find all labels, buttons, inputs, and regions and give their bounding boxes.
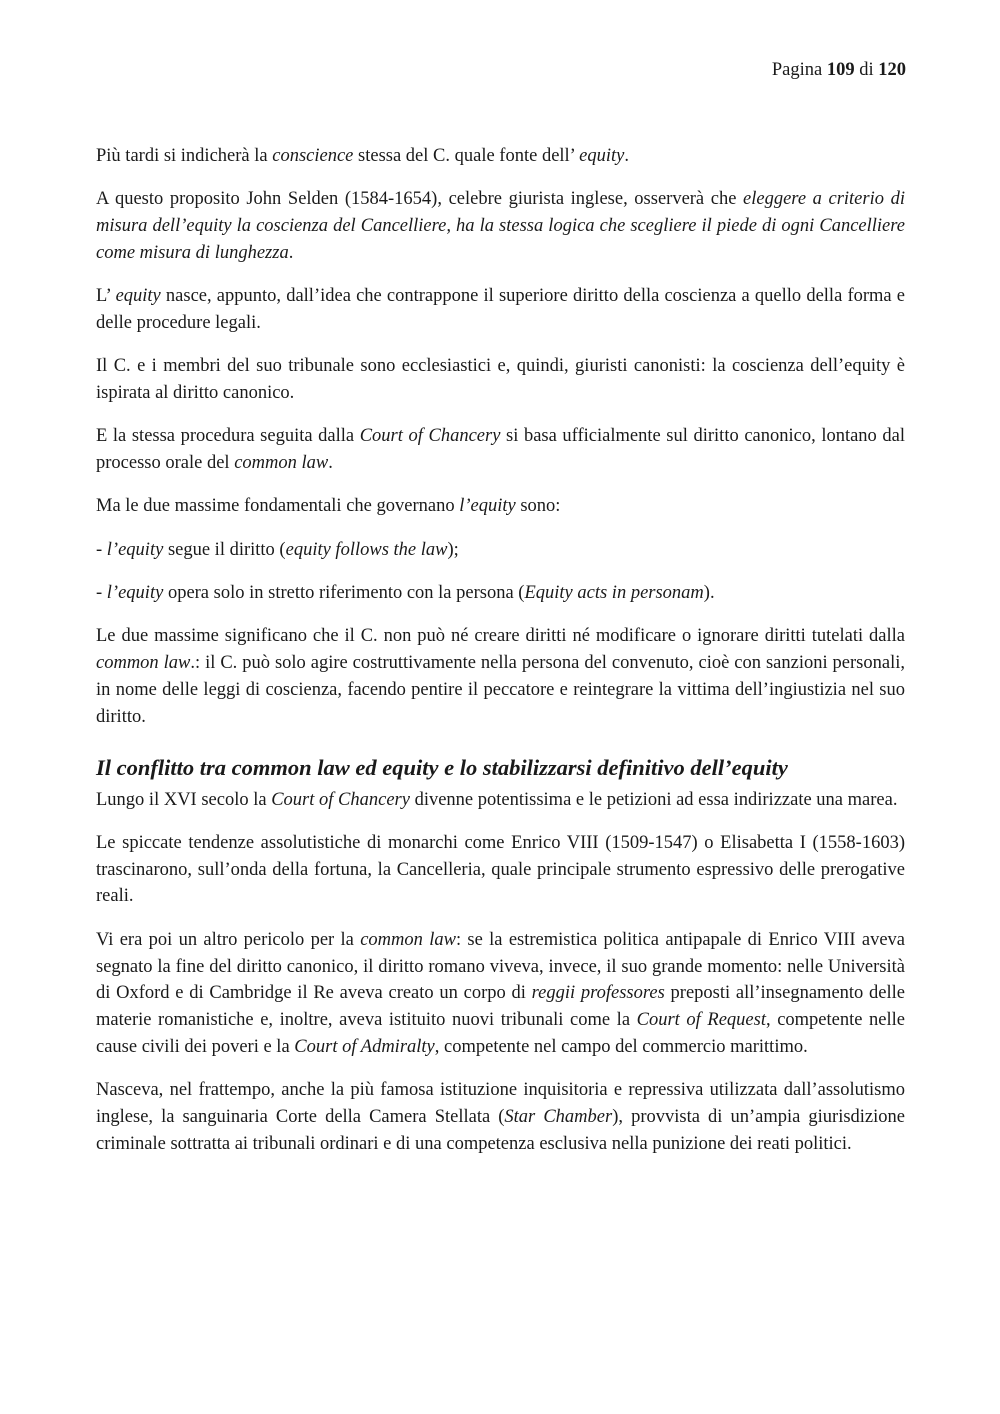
document-body — [96, 143, 905, 1174]
italic-text: Star Chamber — [504, 1107, 613, 1128]
italic-text: Court of Chancery — [271, 789, 410, 810]
italic-text: common law — [360, 929, 456, 950]
text-run: Le due massime significano che il C. non può né creare diritti né modificare o ignorare diritti tutelati dalla — [96, 626, 905, 647]
text-run: : se la estremistica politica antipapale di Enrico VIII aveva segnato la fine del diritto canonico, il diritto romano viveva, invece, il suo grande momento: nelle Università di Oxford e di Cambridge il Re aveva creato un corpo di — [96, 929, 905, 1004]
italic-text: l’equity — [106, 583, 164, 604]
text-run: - — [96, 539, 107, 560]
page-header — [772, 60, 906, 81]
text-run: segue il diritto ( — [163, 539, 286, 560]
paragraph — [96, 423, 905, 477]
paragraph — [96, 787, 905, 814]
italic-text: Equity acts in personam — [524, 583, 704, 604]
paragraph — [96, 580, 905, 607]
text-run: preposti all’insegnamento delle materie romanistiche e, inoltre, aveva istituito nuovi tribunali come la — [96, 983, 905, 1031]
text-run: Lungo il XVI secolo la — [96, 789, 272, 810]
paragraph — [96, 830, 905, 910]
paragraph — [96, 537, 905, 564]
intro-paragraphs — [96, 143, 905, 731]
italic-text: Court of Admiralty — [294, 1036, 435, 1057]
text-run: opera solo in stretto riferimento con la persona ( — [163, 583, 525, 604]
text-run: sono: — [515, 496, 561, 517]
section-paragraphs — [96, 787, 905, 1158]
paragraph — [96, 283, 905, 337]
page-total: 120 — [878, 60, 906, 80]
italic-text: conscience — [272, 146, 354, 166]
italic-text: eleggere a criterio di misura dell’equity la coscienza del Cancelliere, ha la stessa logica che scegliere il piede di ogni Cancelliere come misura di lunghezza — [96, 189, 905, 263]
italic-text: common law — [96, 653, 191, 674]
text-run: stessa del C. quale fonte dell’ — [353, 146, 580, 166]
italic-text: l’equity — [459, 496, 516, 517]
page-label: Pagina — [771, 60, 827, 80]
text-run: divenne potentissima e le petizioni ad essa indirizzate una marea. — [409, 789, 898, 810]
italic-text: l’equity — [106, 539, 164, 560]
text-run: ); — [447, 539, 459, 560]
text-run: ). — [703, 583, 715, 604]
text-run: L’ — [96, 286, 116, 307]
text-run: Ma le due massime fondamentali che governano — [96, 496, 460, 517]
paragraph — [96, 353, 905, 407]
text-run: nasce, appunto, dall’idea che contrappone il superiore diritto della coscienza a quello della forma e delle procedure legali. — [96, 286, 905, 333]
page-number: 109 — [826, 60, 855, 80]
text-run: - — [96, 583, 107, 604]
italic-text: Court of Chancery — [359, 426, 501, 447]
text-run: A questo proposito John Selden (1584-1654), celebre giurista inglese, osserverà che — [96, 189, 744, 210]
text-run: ), provvista di un’ampia giurisdizione criminale sottratta ai tribunali ordinari e di una competenza esclusiva nella punizione dei reati politici. — [96, 1107, 905, 1154]
text-run: , competente nelle cause civili dei poveri e la — [96, 1010, 906, 1057]
text-run: si basa ufficialmente sul diritto canonico, lontano dal processo orale del — [96, 426, 906, 474]
text-run: Vi era poi un altro pericolo per la — [96, 929, 361, 950]
text-run: Nasceva, nel frattempo, anche la più famosa istituzione inquisitoria e repressiva utilizzata dall’assolutismo inglese, la sanguinaria Corte della Camera Stellata ( — [96, 1080, 905, 1128]
italic-text: Court of Request — [636, 1010, 766, 1031]
italic-text: equity — [115, 286, 161, 307]
italic-text: common law — [234, 453, 329, 474]
paragraph — [96, 623, 905, 730]
text-run: . — [624, 146, 629, 166]
text-run: Le spiccate tendenze assolutistiche di monarchi come Enrico VIII (1509-1547) o Elisabetta I (1558-1603) trascinarono, sull’onda della fortuna, la Cancelleria, quale principale strumento espressivo delle prerogative reali. — [96, 832, 905, 907]
paragraph — [96, 493, 905, 520]
section-heading: Il conflitto tra common law ed equity e lo stabilizzarsi definitivo dell’equity — [96, 754, 788, 780]
text-run: . — [328, 453, 333, 474]
paragraph — [96, 143, 905, 170]
text-run: .: il C. può solo agire costruttivamente nella persona del convenuto, cioè con sanzioni personali, in nome delle leggi di coscienza, facendo pentire il peccatore e reintegrare la vittima dell’ingiustizia nel suo diritto. — [96, 653, 905, 727]
italic-text: equity follows the law — [285, 539, 448, 560]
paragraph — [96, 1077, 905, 1157]
paragraph — [96, 927, 905, 1061]
text-run: Più tardi si indicherà la — [96, 146, 273, 166]
italic-text: reggii professores — [531, 983, 665, 1004]
text-run: , competente nel campo del commercio marittimo. — [434, 1036, 808, 1057]
italic-text: equity — [579, 146, 625, 166]
page-of-label: di — [854, 60, 879, 80]
text-run: Il C. e i membri del suo tribunale sono ecclesiastici e, quindi, giuristi canonisti: la coscienza dell’equity è ispirata al diritto canonico. — [96, 356, 905, 404]
text-run: E la stessa procedura seguita dalla — [96, 426, 360, 447]
text-run: . — [288, 242, 294, 263]
paragraph — [96, 186, 905, 266]
